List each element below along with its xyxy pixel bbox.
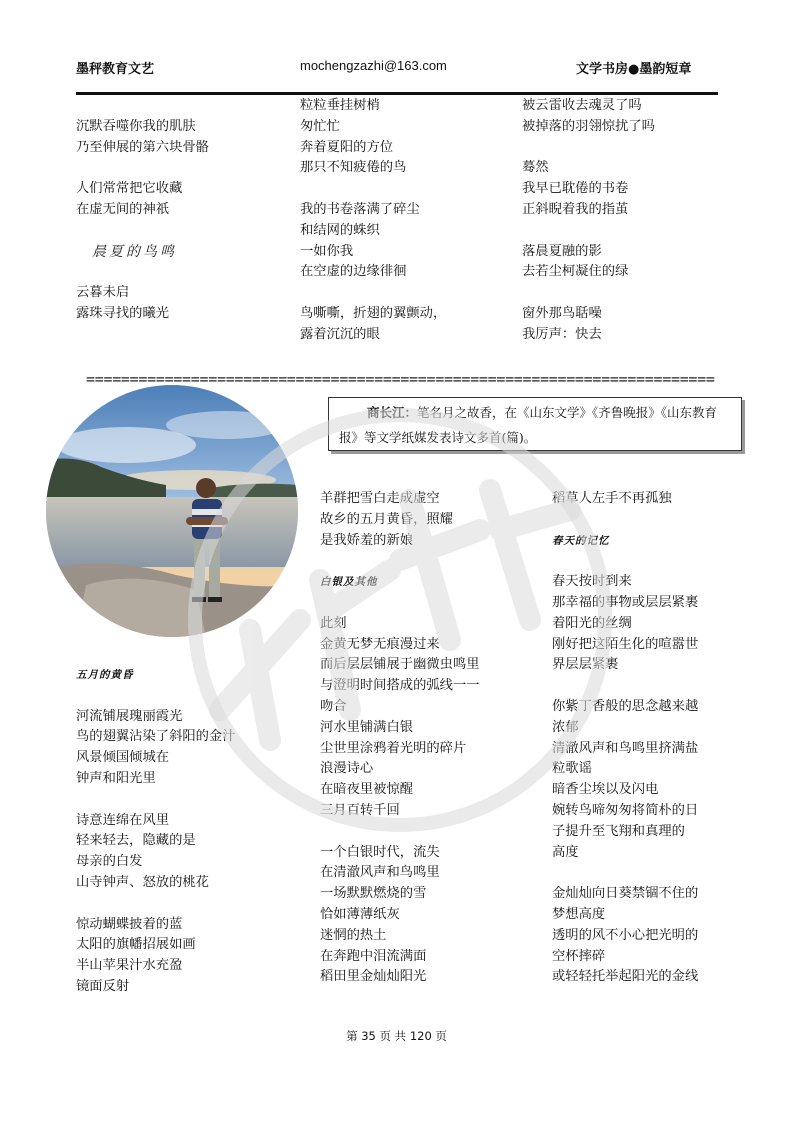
poem-line: 刚好把这陌生化的喧嚣世 <box>552 636 699 652</box>
poem-title: 晨夏的鸟鸣 <box>92 243 177 260</box>
bottom-column-1 <box>76 665 236 998</box>
poem-line: 我早已耽倦的书卷 <box>522 181 629 197</box>
poem-line: 去若尘柯凝住的绿 <box>522 264 629 280</box>
poem-line: 浓郁 <box>552 719 579 735</box>
poem-line: 在暗夜里被惊醒 <box>320 782 414 798</box>
poem-line: 空杯摔碎 <box>552 948 606 964</box>
poem-line: 子提升至飞翔和真理的 <box>552 823 685 839</box>
poem-line: 那只不知疲倦的鸟 <box>300 160 407 176</box>
poem-title: 白银及其他 <box>320 576 378 589</box>
poem-line: 粒歌谣 <box>552 761 592 777</box>
poem-line: 风景倾国倾城在 <box>76 750 170 766</box>
poem-line: 窗外那鸟聒噪 <box>522 305 602 321</box>
poem-line: 落晨夏融的影 <box>522 243 602 259</box>
poem-line: 母亲的白发 <box>76 854 143 870</box>
poem-line: 在虚无间的神祇 <box>76 202 170 218</box>
poem-line: 着阳光的丝绸 <box>552 615 632 631</box>
poem-line: 是我娇羞的新娘 <box>320 532 414 548</box>
header-section: 文学书房●墨韵短章 <box>576 62 692 77</box>
poem-line: 太阳的旗幡招展如画 <box>76 937 196 953</box>
poem-line: 在空虚的边缘徘徊 <box>300 264 407 280</box>
poem-line: 一场默默燃烧的雪 <box>320 886 427 902</box>
top-column-2 <box>300 96 446 346</box>
poem-line: 金黄无梦无痕漫过来 <box>320 636 440 652</box>
poem-line: 透明的风不小心把光明的 <box>552 927 699 943</box>
poem-line: 乃至伸展的第六块骨骼 <box>76 139 209 155</box>
poem-line: 或轻轻托举起阳光的金线 <box>552 969 699 985</box>
poem-line: 稻田里金灿灿阳光 <box>320 969 427 985</box>
poem-line: 沉默吞噬你我的肌肤 <box>76 119 196 134</box>
poem-line: 三月百转千回 <box>320 802 400 818</box>
poem-line: 而后层层铺展于幽微虫鸣里 <box>320 657 480 673</box>
section-divider: ======================================================================== <box>86 370 715 388</box>
poem-line: 诗意连绵在风里 <box>76 812 170 828</box>
poem-line: 半山苹果汁水充盈 <box>76 958 183 974</box>
poem-line: 那幸福的事物或层层紧裹 <box>552 594 699 610</box>
poem-line: 春天按时到来 <box>552 574 632 590</box>
bottom-column-2 <box>320 489 480 988</box>
poem-line: 和结网的蛛织 <box>300 222 380 238</box>
poem-line: 吻合 <box>320 698 347 714</box>
poem-line: 露着沉沉的眼 <box>300 326 380 342</box>
author-bio-box <box>328 397 742 451</box>
top-column-1 <box>76 117 209 325</box>
poem-line: 在清澈风声和鸟鸣里 <box>320 865 440 881</box>
poem-line: 镜面反射 <box>76 978 130 994</box>
poem-line: 钟声和阳光里 <box>76 770 156 786</box>
poem-line: 你紫丁香般的思念越来越 <box>552 698 699 714</box>
poem-line: 河流铺展瑰丽霞光 <box>76 708 183 724</box>
top-column-3 <box>522 96 655 346</box>
poem-line: 婉转鸟啼匆匆将简朴的日 <box>552 802 699 818</box>
poem-line: 云暮未启 <box>76 285 130 301</box>
poem-line: 高度 <box>552 844 579 860</box>
poem-line: 稻草人左手不再孤独 <box>552 491 672 506</box>
poem-line: 被云雷收去魂灵了吗 <box>522 98 642 113</box>
poem-line: 山寺钟声、怒放的桃花 <box>76 874 209 890</box>
header-email[interactable]: mochengzazhi@163.com <box>300 58 447 73</box>
header-publication: 墨秤教育文艺 <box>76 62 155 77</box>
poem-line: 与澄明时间搭成的弧线一一 <box>320 678 480 694</box>
header-rule <box>76 92 718 95</box>
poem-line: 一如你我 <box>300 243 354 259</box>
author-name: 商长江： <box>367 405 418 420</box>
poem-line: 惊动蝴蝶披着的蓝 <box>76 916 183 932</box>
poem-line: 在奔跑中泪流满面 <box>320 948 427 964</box>
poem-line: 奔着夏阳的方位 <box>300 139 394 155</box>
poem-line: 鸟嘶嘶，折翅的翼颤动， <box>300 305 447 321</box>
poem-line: 轻来轻去，隐藏的是 <box>76 833 196 849</box>
poem-line: 粒粒垂挂树梢 <box>300 98 380 113</box>
poem-line: 故乡的五月黄昏，照耀 <box>320 511 453 527</box>
poem-line: 匆忙忙 <box>300 118 340 134</box>
poem-line: 露珠寻找的曦光 <box>76 306 170 322</box>
poem-line: 迷惘的热土 <box>320 927 387 943</box>
author-bio-text: 笔名月之故香，在《山东文学》《齐鲁晚报》《山东教育报》等文学纸媒发表诗文多首(篇)。 <box>339 405 718 445</box>
poem-line: 蓦然 <box>522 160 549 176</box>
poem-line: 梦想高度 <box>552 906 606 922</box>
bottom-column-3 <box>552 489 698 988</box>
author-portrait-photo-icon <box>46 385 298 637</box>
poem-line: 正斜睨着我的指茧 <box>522 201 629 217</box>
poem-line: 金灿灿向日葵禁锢不住的 <box>552 886 699 902</box>
poem-title: 春天的记忆 <box>552 534 610 547</box>
poem-line: 暗香尘埃以及闪电 <box>552 782 659 798</box>
poem-line: 恰如薄薄纸灰 <box>320 906 400 922</box>
poem-line: 人们常常把它收藏 <box>76 181 183 197</box>
poem-line: 我的书卷落满了碎尘 <box>300 201 420 217</box>
poem-line: 浪漫诗心 <box>320 761 374 777</box>
poem-line: 被掉落的羽翎惊扰了吗 <box>522 118 655 134</box>
poem-line: 鸟的翅翼沾染了斜阳的金汁 <box>76 729 236 745</box>
poem-line: 尘世里涂鸦着光明的碎片 <box>320 740 467 756</box>
poem-line: 界层层紧裹 <box>552 657 619 673</box>
poem-title: 五月的黄昏 <box>76 669 134 681</box>
poem-line: 我厉声：快去 <box>522 326 602 342</box>
poem-line: 此刻 <box>320 615 347 631</box>
poem-line: 清澈风声和鸟鸣里挤满盐 <box>552 740 699 756</box>
poem-line: 河水里铺满白银 <box>320 719 414 735</box>
poem-line: 羊群把雪白走成虚空 <box>320 491 440 506</box>
author-photo <box>46 385 298 637</box>
poem-line: 一个白银时代，流失 <box>320 844 440 860</box>
page-number: 第 35 页 共 120 页 <box>346 1029 447 1043</box>
